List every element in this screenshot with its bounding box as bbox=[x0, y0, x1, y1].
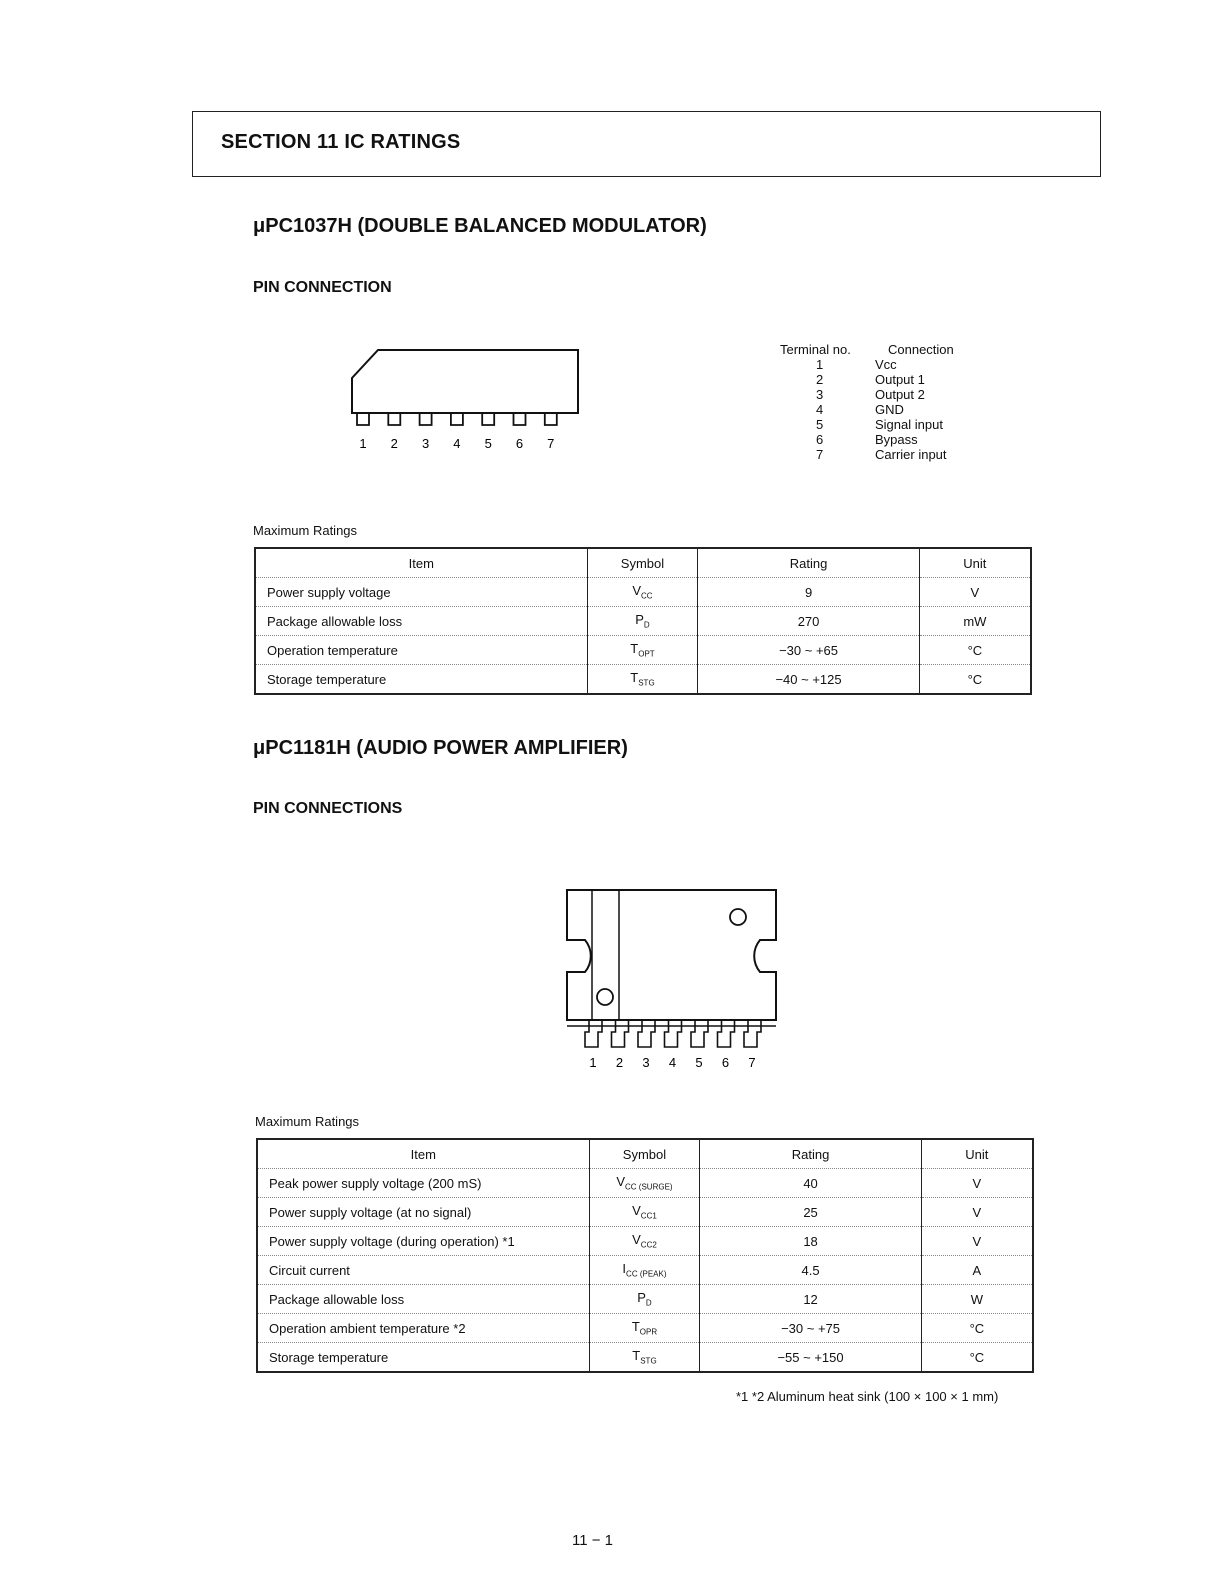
symbol-letter: P bbox=[635, 612, 644, 628]
symbol-letter: T bbox=[630, 670, 639, 686]
pin-number: 6 bbox=[721, 1055, 730, 1070]
ic2-footnote: *1 *2 Aluminum heat sink (100 × 100 × 1 mm) bbox=[736, 1389, 999, 1404]
header-unit: Unit bbox=[921, 1139, 1033, 1169]
cell-symbol bbox=[587, 665, 698, 695]
pin-number: 3 bbox=[421, 436, 430, 451]
pin-lead bbox=[744, 1020, 761, 1047]
index-mark-icon bbox=[597, 989, 613, 1005]
cell-rating: 40 bbox=[700, 1169, 921, 1198]
pin-number: 1 bbox=[589, 1055, 597, 1070]
symbol-subscript: OPT bbox=[638, 649, 655, 659]
cell-rating: 18 bbox=[700, 1227, 921, 1256]
symbol-letter: T bbox=[630, 641, 639, 657]
symbol-letter: P bbox=[637, 1290, 646, 1306]
mounting-hole-icon bbox=[730, 909, 746, 925]
ic2-ratings-caption: Maximum Ratings bbox=[255, 1114, 360, 1129]
terminal-no: 1 bbox=[816, 357, 824, 372]
cell-unit: °C bbox=[921, 1343, 1033, 1373]
terminal-no: 4 bbox=[816, 402, 824, 417]
cell-item: Operation ambient temperature *2 bbox=[257, 1314, 589, 1343]
ic1-package-diagram bbox=[345, 345, 590, 457]
ic1-terminal-list bbox=[780, 342, 970, 462]
pin-number: 2 bbox=[390, 436, 398, 451]
cell-rating: −40 ~ +125 bbox=[698, 665, 919, 695]
symbol-subscript: OPR bbox=[639, 1327, 658, 1337]
cell-item: Circuit current bbox=[257, 1256, 589, 1285]
symbol-letter: T bbox=[632, 1348, 641, 1364]
symbol-letter: V bbox=[632, 1232, 641, 1248]
terminal-connection: Carrier input bbox=[875, 447, 947, 462]
symbol-subscript: CC (PEAK) bbox=[626, 1269, 667, 1279]
cell-symbol bbox=[587, 578, 698, 607]
cell-item: Power supply voltage (during operation) *1 bbox=[257, 1227, 589, 1256]
cell-rating: 270 bbox=[698, 607, 919, 636]
table-row bbox=[257, 1198, 1033, 1227]
terminal-row bbox=[780, 357, 970, 372]
table-row bbox=[255, 578, 1031, 607]
ic2-package-diagram bbox=[560, 885, 785, 1075]
header-symbol: Symbol bbox=[587, 548, 698, 578]
cell-unit: W bbox=[921, 1285, 1033, 1314]
pin-number: 7 bbox=[748, 1055, 756, 1070]
symbol-subscript: D bbox=[645, 1298, 652, 1308]
terminal-connection: Output 2 bbox=[875, 387, 925, 402]
symbol-letter: V bbox=[616, 1174, 626, 1190]
pin-lead bbox=[612, 1020, 629, 1047]
header-item: Item bbox=[257, 1139, 589, 1169]
terminal-no: 2 bbox=[816, 372, 824, 387]
connection-header: Connection bbox=[888, 342, 954, 357]
cell-item: Peak power supply voltage (200 mS) bbox=[257, 1169, 589, 1198]
terminal-connection: Vcc bbox=[875, 357, 897, 372]
cell-symbol bbox=[587, 607, 698, 636]
terminal-row bbox=[780, 432, 970, 447]
cell-unit: V bbox=[921, 1227, 1033, 1256]
header-item: Item bbox=[255, 548, 587, 578]
pin-number: 2 bbox=[615, 1055, 624, 1070]
terminal-no-header: Terminal no. bbox=[780, 342, 851, 357]
symbol-letter: V bbox=[632, 1203, 641, 1219]
cell-rating: −30 ~ +65 bbox=[698, 636, 919, 665]
terminal-connection: GND bbox=[875, 402, 904, 417]
cell-item: Package allowable loss bbox=[257, 1285, 589, 1314]
pin-lead bbox=[420, 413, 432, 425]
cell-item: Storage temperature bbox=[255, 665, 587, 695]
cell-item: Power supply voltage bbox=[255, 578, 587, 607]
cell-unit: V bbox=[921, 1198, 1033, 1227]
pin-lead bbox=[482, 413, 494, 425]
terminal-connection: Bypass bbox=[875, 432, 918, 447]
terminal-row bbox=[780, 417, 970, 432]
symbol-letter: T bbox=[631, 1319, 640, 1335]
table-row bbox=[257, 1343, 1033, 1373]
pin-number: 4 bbox=[453, 436, 461, 451]
cell-item: Storage temperature bbox=[257, 1343, 589, 1373]
table-row bbox=[255, 665, 1031, 695]
table-row bbox=[257, 1169, 1033, 1198]
symbol-subscript: D bbox=[643, 620, 650, 630]
pin-number: 4 bbox=[668, 1055, 677, 1070]
cell-symbol bbox=[589, 1343, 700, 1373]
symbol-subscript: CC1 bbox=[640, 1211, 657, 1221]
table-row bbox=[255, 607, 1031, 636]
table-row bbox=[257, 1285, 1033, 1314]
terminal-no: 3 bbox=[816, 387, 824, 402]
cell-symbol bbox=[589, 1314, 700, 1343]
ic1-title: μPC1037H (DOUBLE BALANCED MODULATOR) bbox=[253, 215, 707, 237]
pin-lead bbox=[665, 1020, 682, 1047]
cell-unit: A bbox=[921, 1256, 1033, 1285]
table-row bbox=[257, 1256, 1033, 1285]
cell-symbol bbox=[587, 636, 698, 665]
terminal-no: 5 bbox=[816, 417, 824, 432]
header-symbol: Symbol bbox=[589, 1139, 700, 1169]
ic1-ratings-table bbox=[254, 547, 1032, 695]
cell-item: Package allowable loss bbox=[255, 607, 587, 636]
pin-number: 6 bbox=[515, 436, 524, 451]
cell-item: Operation temperature bbox=[255, 636, 587, 665]
header-unit: Unit bbox=[919, 548, 1031, 578]
cell-unit: V bbox=[919, 578, 1031, 607]
terminal-no: 6 bbox=[816, 432, 824, 447]
pin-lead bbox=[718, 1020, 735, 1047]
table-row bbox=[257, 1314, 1033, 1343]
table-row bbox=[257, 1227, 1033, 1256]
cell-rating: −55 ~ +150 bbox=[700, 1343, 921, 1373]
section-title: SECTION 11 IC RATINGS bbox=[221, 131, 461, 153]
header-rating: Rating bbox=[698, 548, 919, 578]
symbol-subscript: CC bbox=[641, 591, 653, 601]
symbol-letter: I bbox=[622, 1261, 627, 1277]
cell-symbol bbox=[589, 1285, 700, 1314]
cell-rating: 25 bbox=[700, 1198, 921, 1227]
ic2-title: μPC1181H (AUDIO POWER AMPLIFIER) bbox=[253, 737, 628, 759]
symbol-subscript: STG bbox=[638, 678, 655, 688]
table-row bbox=[255, 636, 1031, 665]
cell-unit: mW bbox=[919, 607, 1031, 636]
cell-unit: °C bbox=[921, 1314, 1033, 1343]
pin-lead bbox=[638, 1020, 655, 1047]
terminal-connection: Output 1 bbox=[875, 372, 925, 387]
pin-number: 1 bbox=[359, 436, 367, 451]
pin-number: 7 bbox=[547, 436, 555, 451]
pin-number: 3 bbox=[642, 1055, 650, 1070]
cell-rating: 9 bbox=[698, 578, 919, 607]
terminal-connection: Signal input bbox=[875, 417, 943, 432]
ic1-ratings-caption: Maximum Ratings bbox=[253, 523, 358, 538]
symbol-subscript: CC (SURGE) bbox=[625, 1182, 673, 1192]
cell-rating: 4.5 bbox=[700, 1256, 921, 1285]
terminal-no: 7 bbox=[816, 447, 824, 462]
cell-unit: °C bbox=[919, 636, 1031, 665]
terminal-row bbox=[780, 447, 970, 462]
cell-unit: °C bbox=[919, 665, 1031, 695]
pin-lead bbox=[388, 413, 400, 425]
ic2-pin-heading: PIN CONNECTIONS bbox=[253, 800, 403, 817]
cell-symbol bbox=[589, 1227, 700, 1256]
cell-item: Power supply voltage (at no signal) bbox=[257, 1198, 589, 1227]
page-number: 11 − 1 bbox=[572, 1532, 614, 1549]
cell-rating: −30 ~ +75 bbox=[700, 1314, 921, 1343]
symbol-subscript: CC2 bbox=[640, 1240, 657, 1250]
terminal-row bbox=[780, 372, 970, 387]
ic2-ratings-table bbox=[256, 1138, 1034, 1373]
pin-lead bbox=[514, 413, 526, 425]
header-rating: Rating bbox=[700, 1139, 921, 1169]
terminal-row bbox=[780, 402, 970, 417]
pin-lead bbox=[585, 1020, 602, 1047]
symbol-subscript: STG bbox=[640, 1356, 657, 1366]
cell-unit: V bbox=[921, 1169, 1033, 1198]
pin-lead bbox=[451, 413, 463, 425]
pin-number: 5 bbox=[695, 1055, 703, 1070]
cell-symbol bbox=[589, 1169, 700, 1198]
pin-lead bbox=[357, 413, 369, 425]
cell-symbol bbox=[589, 1198, 700, 1227]
ic1-pin-heading: PIN CONNECTION bbox=[253, 279, 392, 296]
pin-lead bbox=[545, 413, 557, 425]
cell-symbol bbox=[589, 1256, 700, 1285]
pin-number: 5 bbox=[484, 436, 492, 451]
pin-lead bbox=[691, 1020, 708, 1047]
symbol-letter: V bbox=[632, 583, 642, 599]
cell-rating: 12 bbox=[700, 1285, 921, 1314]
terminal-row bbox=[780, 387, 970, 402]
